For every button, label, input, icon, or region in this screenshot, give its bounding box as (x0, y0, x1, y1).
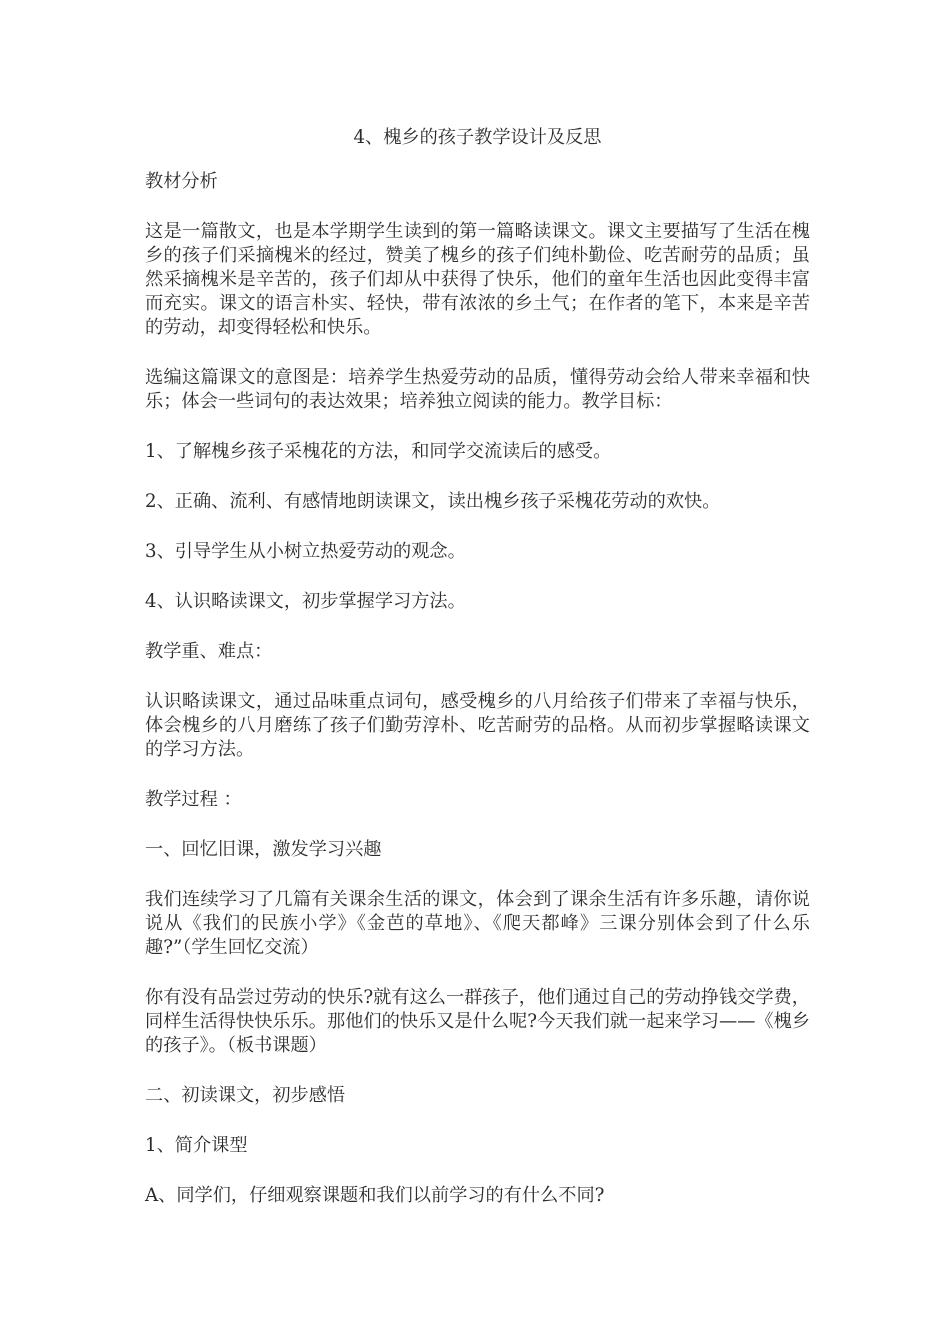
paragraph-analysis: 这是一篇散文，也是本学期学生读到的第一篇略读课文。课文主要描写了生活在槐乡的孩子们采摘槐米的经过，赞美了槐乡的孩子们纯朴勤俭、吃苦耐劳的品质；虽然采摘槐米是辛苦的，孩子们却从中获得了快乐，他们的童年生活也因此变得丰富而充实。课文的语言朴实、轻快，带有浓浓的乡土气；在作者的笔下，本来是辛苦的劳动，却变得轻松和快乐。 (145, 221, 810, 338)
goal-item-3: 3、引导学生从小树立热爱劳动的观念。 (145, 541, 466, 562)
goal-item-2: 2、正确、流利、有感情地朗读课文，读出槐乡孩子采槐花劳动的欢快。 (145, 491, 721, 512)
step-heading-1: 一、回忆旧课，激发学习兴趣 (145, 839, 382, 860)
step-heading-2: 二、初读课文，初步感悟 (145, 1085, 346, 1106)
document-body (145, 126, 810, 1234)
section-heading-analysis: 教材分析 (145, 171, 218, 192)
goal-item-4: 4、认识略读课文，初步掌握学习方法。 (145, 591, 466, 612)
paragraph-key-points: 认识略读课文，通过品味重点词句，感受槐乡的八月给孩子们带来了幸福与快乐，体会槐乡的八月磨练了孩子们勤劳淳朴、吃苦耐劳的品格。从而初步掌握略读课文的学习方法。 (145, 691, 810, 760)
section-heading-process: 教学过程 ： (145, 789, 242, 810)
document-title: 4、槐乡的孩子教学设计及反思 (353, 127, 602, 148)
paragraph-review: 我们连续学习了几篇有关课余生活的课文，体会到了课余生活有许多乐趣，请你说说从《我们的民族小学》《金芭的草地》、《爬天都峰》三课分别体会到了什么乐趣?”（学生回忆交流） (145, 889, 810, 958)
sub-heading-1: 1、简介课型 (145, 1135, 248, 1156)
goal-item-1: 1、了解槐乡孩子采槐花的方法，和同学交流读后的感受。 (145, 441, 612, 462)
section-heading-key-points: 教学重、难点： (145, 641, 273, 662)
paragraph-intent: 选编这篇课文的意图是：培养学生热爱劳动的品质，懂得劳动会给人带来幸福和快乐；体会一些词句的表达效果；培养独立阅读的能力。教学目标： (145, 367, 810, 412)
question-a: A、同学们，仔细观察课题和我们以前学习的有什么不同? (145, 1185, 605, 1206)
paragraph-introduction: 你有没有品尝过劳动的快乐?就有这么一群孩子，他们通过自己的劳动挣钱交学费，同样生活得快快乐乐。那他们的快乐又是什么呢?今天我们就一起来学习——《槐乡的孩子》。（板书课题） (145, 987, 810, 1056)
